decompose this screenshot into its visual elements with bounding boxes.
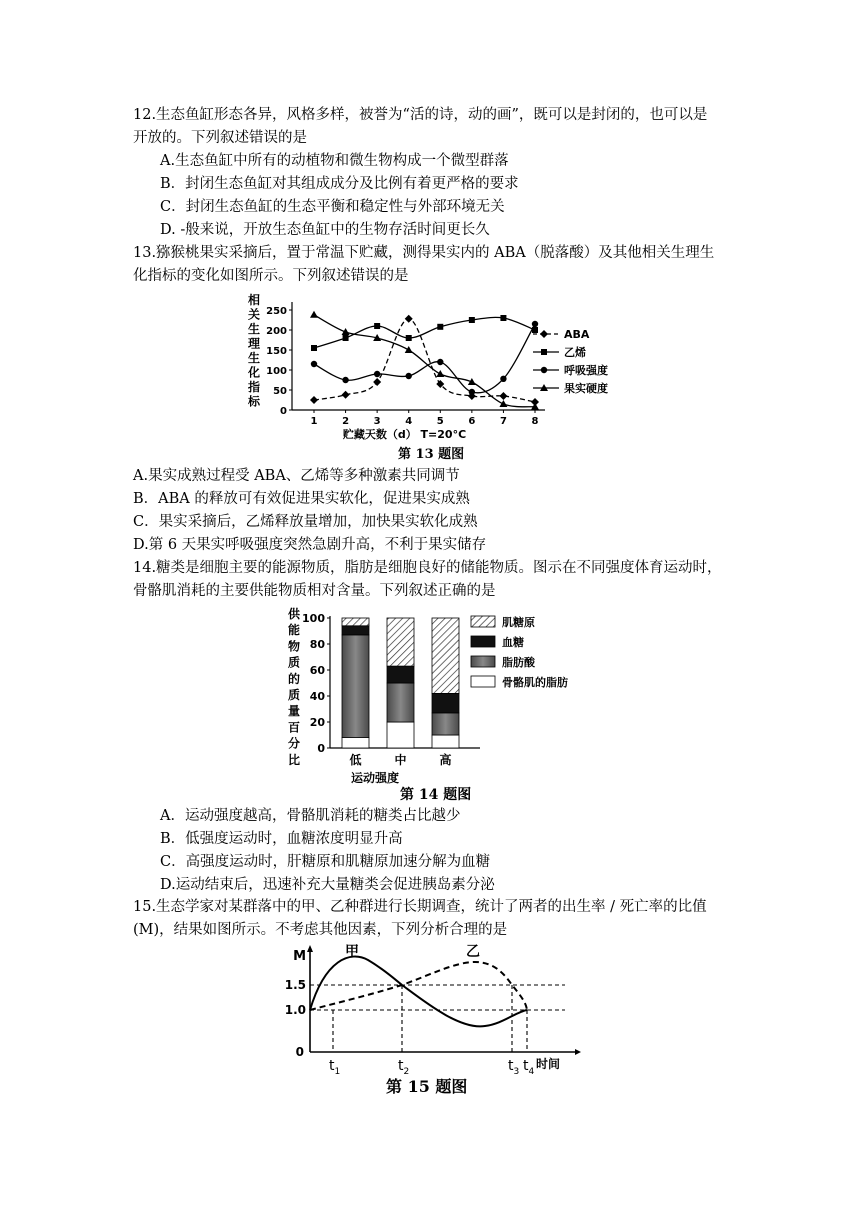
data-point <box>311 345 317 351</box>
data-point <box>342 391 350 399</box>
y-axis-arrow <box>307 945 313 952</box>
legend-label: 果实硬度 <box>564 382 608 395</box>
x-tick-label: 低 <box>349 753 362 767</box>
data-point <box>405 346 413 353</box>
q13-option-c: C．果实采摘后，乙烯释放量增加，加快果实软化成熟 <box>133 514 478 530</box>
q14-option-b: B．低强度运动时，血糖浓度明显升高 <box>160 831 403 847</box>
x-tick-label: 5 <box>436 416 444 427</box>
q12-option-d: D. -般来说，开放生态鱼缸中的生物存活时间更长久 <box>160 222 490 238</box>
y-tick-label: 1.0 <box>284 1003 306 1017</box>
y-tick-label: 100 <box>302 612 325 625</box>
q12-option-c: C．封闭生态鱼缸的生态平衡和稳定性与外部环境无关 <box>160 199 505 215</box>
series-label: 乙 <box>466 944 480 960</box>
bar-segment-脂肪酸 <box>387 683 414 722</box>
x-axis-label: 时间 <box>536 1057 561 1071</box>
data-point <box>469 389 475 395</box>
x-tick-label: 1 <box>310 416 318 427</box>
bar-segment-骨骼肌的脂肪 <box>387 722 414 748</box>
bar-segment-血糖 <box>432 693 459 713</box>
data-point <box>342 377 348 383</box>
tick-subscript: 1 <box>334 1067 341 1075</box>
tick-subscript: 2 <box>403 1067 410 1075</box>
q12-stem-line2: 开放的。下列叙述错误的是 <box>133 130 307 146</box>
data-point <box>500 376 506 382</box>
data-point <box>500 315 506 321</box>
series-ABA <box>310 315 539 406</box>
y-tick-label: 0 <box>280 406 287 417</box>
y-axis-label-char: 量 <box>287 704 301 719</box>
y-tick-label: 100 <box>266 366 287 377</box>
q13-option-a: A.果实成熟过程受 ABA、乙烯等多种激素共同调节 <box>133 468 460 484</box>
tick-letter: t <box>398 1058 404 1074</box>
q15-stem-line1: 15.生态学家对某群落中的甲、乙种群进行长期调查，统计了两者的出生率 / 死亡率的比值 <box>133 899 707 915</box>
legend-label: 血糖 <box>502 636 524 649</box>
chart-15-caption: 第 15 题图 <box>386 1077 468 1096</box>
x-tick-label: 8 <box>531 416 539 427</box>
series-乙-curve <box>310 962 527 1010</box>
data-point <box>406 373 412 379</box>
x-axis-label: 运动强度 <box>350 771 400 785</box>
x-tick-label: 6 <box>468 416 476 427</box>
x-axis-arrow <box>575 1049 581 1055</box>
legend-label: ABA <box>564 328 590 341</box>
data-point <box>499 400 507 407</box>
data-point <box>540 330 548 338</box>
tick-subscript: 4 <box>528 1067 535 1075</box>
x-tick-label <box>398 1058 409 1075</box>
legend-label: 脂肪酸 <box>502 656 535 669</box>
y-tick-label: 200 <box>266 326 287 337</box>
y-tick-label: 60 <box>309 664 325 677</box>
bar-segment-肌糖原 <box>342 618 369 626</box>
y-axis-label-char: 质 <box>287 655 301 670</box>
y-axis-label-char: 质 <box>287 688 301 702</box>
chart-13-physiological-indices <box>240 290 620 445</box>
q15-stem-line2: (M)，结果如图所示。不考虑其他因素，下列分析合理的是 <box>133 922 508 938</box>
x-tick-label <box>523 1058 535 1075</box>
bar-segment-骨骼肌的脂肪 <box>432 735 459 748</box>
q12-option-b: B．封闭生态鱼缸对其组成成分及比例有着更严格的要求 <box>160 176 519 192</box>
chart-15-population-ratio <box>280 940 600 1075</box>
x-tick-label: 2 <box>342 416 350 427</box>
y-tick-label: 1.5 <box>284 978 306 992</box>
y-axis-label-char: 分 <box>287 736 301 751</box>
chart-14-energy-substances <box>280 606 580 786</box>
y-tick-label: 20 <box>309 716 325 729</box>
q14-option-c: C．高强度运动时，肝糖原和肌糖原加速分解为血糖 <box>160 854 491 870</box>
data-point <box>310 311 318 318</box>
y-axis-label-char: 理 <box>247 336 261 351</box>
data-point <box>311 361 317 367</box>
y-tick-label: 0 <box>317 742 325 755</box>
data-point <box>532 321 538 327</box>
q13-option-d: D.第 6 天果实呼吸强度突然急剧升高，不利于果实储存 <box>133 537 487 553</box>
y-axis-label-char: 比 <box>287 752 301 767</box>
data-point <box>405 315 413 323</box>
y-axis-label: M <box>293 949 306 964</box>
tick-letter: t <box>329 1058 335 1074</box>
y-axis-label-char: 相 <box>247 293 261 307</box>
legend-label: 肌糖原 <box>502 616 535 629</box>
q12-stem-line1: 12.生态鱼缸形态各异，风格多样，被誉为“活的诗，动的画”，既可以是封闭的，也可以是 <box>133 107 708 123</box>
y-tick-label: 150 <box>266 346 287 357</box>
y-tick-label: 250 <box>266 306 287 317</box>
bar-segment-肌糖原 <box>387 618 414 666</box>
tick-letter: t <box>523 1058 529 1074</box>
q14-stem-line1: 14.糖类是细胞主要的能源物质，脂肪是细胞良好的储能物质。图示在不同强度体育运动时， <box>133 560 722 576</box>
data-point <box>406 335 412 341</box>
bar-segment-脂肪酸 <box>432 713 459 735</box>
legend-label: 乙烯 <box>564 346 586 359</box>
data-point <box>541 367 547 373</box>
legend-swatch <box>471 656 495 667</box>
q13-stem-line1: 13.猕猴桃果实采摘后，置于常温下贮藏，测得果实内的 ABA（脱落酸）及其他相关生理生 <box>133 245 715 261</box>
chart-14-caption: 第 14 题图 <box>400 787 472 803</box>
y-axis-label-char: 生 <box>247 322 261 336</box>
q13-stem-line2: 化指标的变化如图所示。下列叙述错误的是 <box>133 268 409 284</box>
data-point <box>436 370 444 377</box>
series-label: 甲 <box>345 944 359 960</box>
tick-subscript: 3 <box>513 1067 520 1075</box>
y-axis-label-char: 生 <box>247 351 261 365</box>
legend-swatch <box>471 676 495 687</box>
legend-swatch <box>471 636 495 647</box>
x-tick-label: 7 <box>499 416 507 427</box>
data-point <box>374 371 380 377</box>
y-axis-label-char: 化 <box>247 365 261 380</box>
y-axis-label-char: 物 <box>287 639 301 654</box>
x-tick-label <box>329 1058 340 1075</box>
bar-segment-骨骼肌的脂肪 <box>342 738 369 748</box>
x-tick-label: 3 <box>373 416 381 427</box>
y-axis-label-char: 关 <box>247 307 261 322</box>
data-point <box>373 378 381 386</box>
data-point <box>499 392 507 400</box>
q14-stem-line2: 骨骼肌消耗的主要供能物质相对含量。下列叙述正确的是 <box>133 583 496 599</box>
legend-label: 呼吸强度 <box>564 364 608 377</box>
bar-segment-血糖 <box>342 626 369 635</box>
x-tick-label <box>508 1058 519 1075</box>
data-point <box>343 335 349 341</box>
data-point <box>437 324 443 330</box>
y-tick-label: 80 <box>309 638 325 651</box>
bar-segment-肌糖原 <box>432 618 459 693</box>
tick-letter: t <box>508 1058 514 1074</box>
y-tick-label: 50 <box>273 386 287 397</box>
x-tick-label: 高 <box>439 753 452 767</box>
q12-option-a: A.生态鱼缸中所有的动植物和微生物构成一个微型群落 <box>160 153 509 169</box>
y-tick-label: 0 <box>295 1045 304 1059</box>
y-axis-label-char: 的 <box>287 671 301 686</box>
bar-segment-血糖 <box>387 666 414 683</box>
y-axis-label-char: 标 <box>247 394 261 409</box>
y-axis-label-char: 供 <box>287 607 301 621</box>
x-axis-label: 贮藏天数（d） T=20°C <box>342 428 467 441</box>
legend-label: 骨骼肌的脂肪 <box>502 676 568 689</box>
y-axis-label-char: 指 <box>247 380 261 394</box>
data-point <box>437 359 443 365</box>
chart-13-caption: 第 13 题图 <box>398 447 465 462</box>
bar-segment-脂肪酸 <box>342 635 369 738</box>
y-axis-label-char: 百 <box>287 720 301 735</box>
legend-swatch <box>471 616 495 627</box>
q14-option-d: D.运动结束后，迅速补充大量糖类会促进胰岛素分泌 <box>160 877 495 893</box>
y-axis-label-char: 能 <box>287 623 301 638</box>
data-point <box>310 396 318 404</box>
x-tick-label: 4 <box>405 416 413 427</box>
q14-option-a: A．运动强度越高，骨骼肌消耗的糖类占比越少 <box>160 808 461 824</box>
data-point <box>469 317 475 323</box>
y-tick-label: 40 <box>309 690 325 703</box>
data-point <box>374 323 380 329</box>
data-point <box>541 349 547 355</box>
q13-option-b: B．ABA 的释放可有效促进果实软化，促进果实成熟 <box>133 491 470 507</box>
x-tick-label: 中 <box>394 753 407 767</box>
